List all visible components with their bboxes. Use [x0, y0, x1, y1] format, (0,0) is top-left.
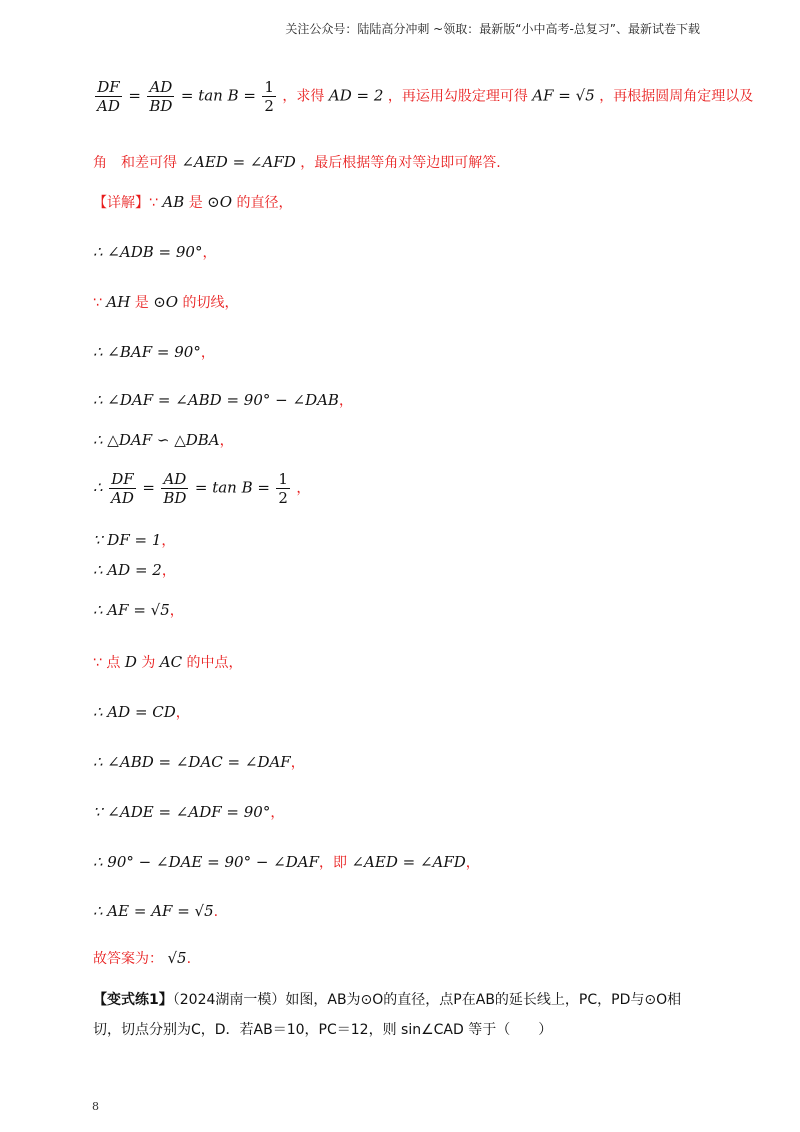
exercise-block: [93, 985, 723, 1045]
detail-line-6: ∴ △DAF ∽ △DBA，: [93, 431, 234, 449]
page-header: 关注公众号：陆陆高分冲刺 ~领取：最新版“小中高考-总复习”、最新试卷下载: [285, 22, 700, 36]
answer-line: 故答案为： √5.: [93, 949, 192, 967]
detail-line-9: ∴ AD = 2，: [93, 561, 176, 579]
fraction-ad-bd: $\frac{AD}{BD}$: [149, 78, 173, 115]
detail-line-8: ∵ DF = 1，: [93, 531, 176, 549]
exercise-label: 【变式练1】: [93, 992, 173, 1008]
hint-text-1: ，求得: [282, 88, 325, 105]
hint-math-af: AF = √5: [532, 86, 595, 105]
page-number: 8: [92, 1100, 99, 1113]
hint-text-3: ，再根据圆周角定理以及: [599, 88, 754, 105]
hint-text-2: ，再运用勾股定理可得: [387, 88, 528, 105]
detail-line-16: ∴ AE = AF = √5.: [93, 902, 219, 920]
detail-line-1: 【详解】∵ AB 是 ⊙O 的直径，: [93, 193, 293, 211]
detail-line-7: ∴ $\frac{DF}{AD}$ = $\frac{AD}{BD}$ = tan B = $\frac{1}{2}$ ，: [93, 470, 311, 507]
hint-line-2: 角 和差可得 ∠AED = ∠AFD ，最后根据等角对等边即可解答.: [93, 153, 501, 171]
detail-line-13: ∴ ∠ABD = ∠DAC = ∠DAF，: [93, 753, 305, 771]
fraction-one-half: $\frac{1}{2}$: [264, 78, 274, 115]
exercise-line-2: 切，切点分别为C，D．若AB＝10，PC＝12，则 sin∠CAD 等于（ ）: [93, 1022, 553, 1038]
hint-math-ad: AD = 2: [328, 86, 384, 105]
detail-line-11: ∵ 点 D 为 AC 的中点，: [93, 653, 243, 671]
detail-line-4: ∴ ∠BAF = 90°，: [93, 343, 215, 361]
hint-line-1: $\frac{DF}{AD}$ = $\frac{AD}{BD}$ = tan B = $\frac{1}{2}$ ，求得 AD = 2 ，再运用勾股定理可得 AF = √5 ，再根据圆周角定理以及: [97, 78, 754, 115]
tan-b-expr: = tan B =: [180, 86, 256, 105]
detail-line-3: ∵ AH 是 ⊙O 的切线，: [93, 293, 239, 311]
detail-line-10: ∴ AF = √5，: [93, 601, 184, 619]
detail-label: 【详解】: [93, 195, 149, 211]
fraction-df-ad: $\frac{DF}{AD}$: [97, 78, 120, 115]
detail-line-14: ∵ ∠ADE = ∠ADF = 90°，: [93, 803, 285, 821]
detail-line-2: ∴ ∠ADB = 90°，: [93, 243, 217, 261]
detail-line-12: ∴ AD = CD，: [93, 703, 190, 721]
detail-line-15: ∴ 90° − ∠DAE = 90° − ∠DAF，即 ∠AED = ∠AFD，: [93, 853, 480, 871]
exercise-line-1: 【变式练1】（2024湖南一模）如图，AB为⊙O的直径，点P在AB的延长线上，PC，PD与⊙O相: [93, 992, 682, 1008]
detail-line-5: ∴ ∠DAF = ∠ABD = 90° − ∠DAB，: [93, 391, 353, 409]
